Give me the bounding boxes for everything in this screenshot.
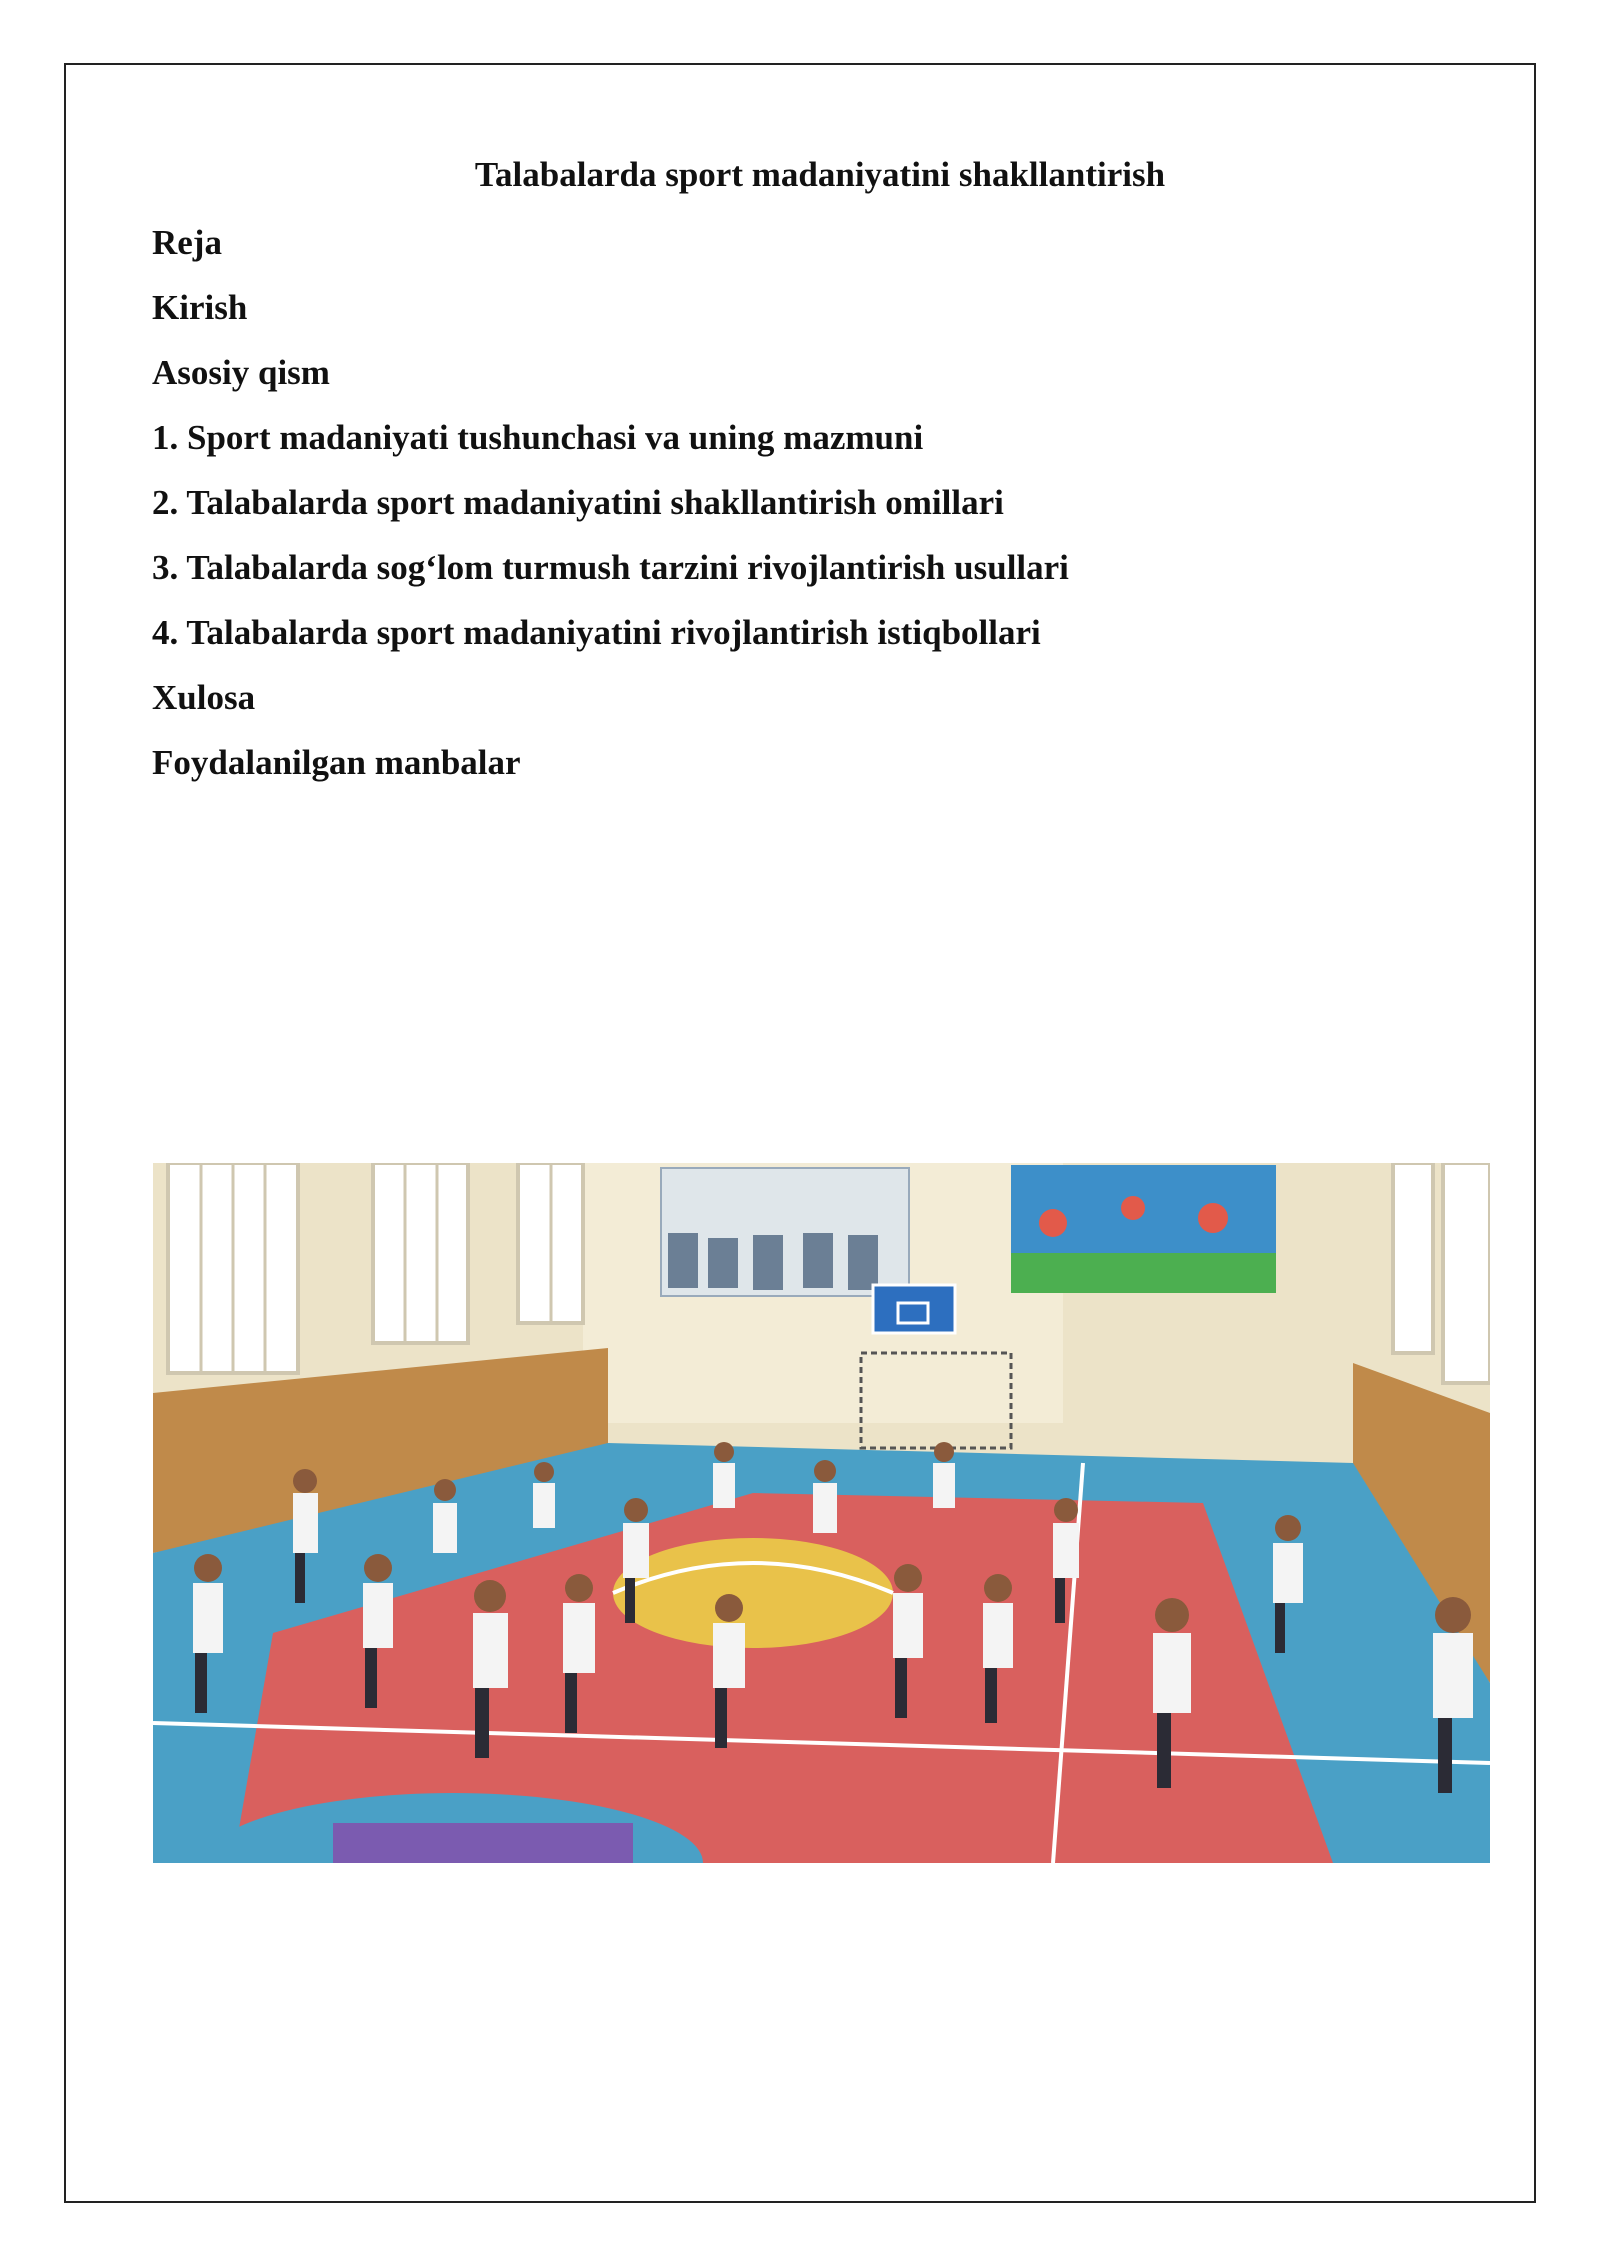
- outline-item-4: 4. Talabalarda sport madaniyatini rivojlantirish istiqbollari: [152, 613, 1041, 652]
- center-circle: [613, 1538, 893, 1648]
- outline-list: [152, 210, 1069, 795]
- outline-item-manbalar: Foydalanilgan manbalar: [152, 743, 521, 782]
- outline-item-xulosa: Xulosa: [152, 678, 256, 717]
- outline-item-asosiy-qism: Asosiy qism: [152, 353, 330, 392]
- yoga-mat: [333, 1823, 633, 1863]
- gym-yoga-photo: [153, 1163, 1490, 1863]
- outline-item-1: 1. Sport madaniyati tushunchasi va uning mazmuni: [152, 418, 924, 457]
- gym-yoga-illustration: [153, 1163, 1490, 1863]
- backboard: [873, 1285, 955, 1333]
- outline-item-2: 2. Talabalarda sport madaniyatini shakllantirish omillari: [152, 483, 1004, 522]
- document-title: Talabalarda sport madaniyatini shakllantirish: [474, 155, 1166, 194]
- outline-item-reja: Reja: [152, 223, 222, 262]
- windows-right: [1393, 1163, 1490, 1383]
- outline-item-3: 3. Talabalarda sog‘lom turmush tarzini rivojlantirish usullari: [152, 548, 1069, 587]
- outline-item-kirish: Kirish: [152, 288, 248, 327]
